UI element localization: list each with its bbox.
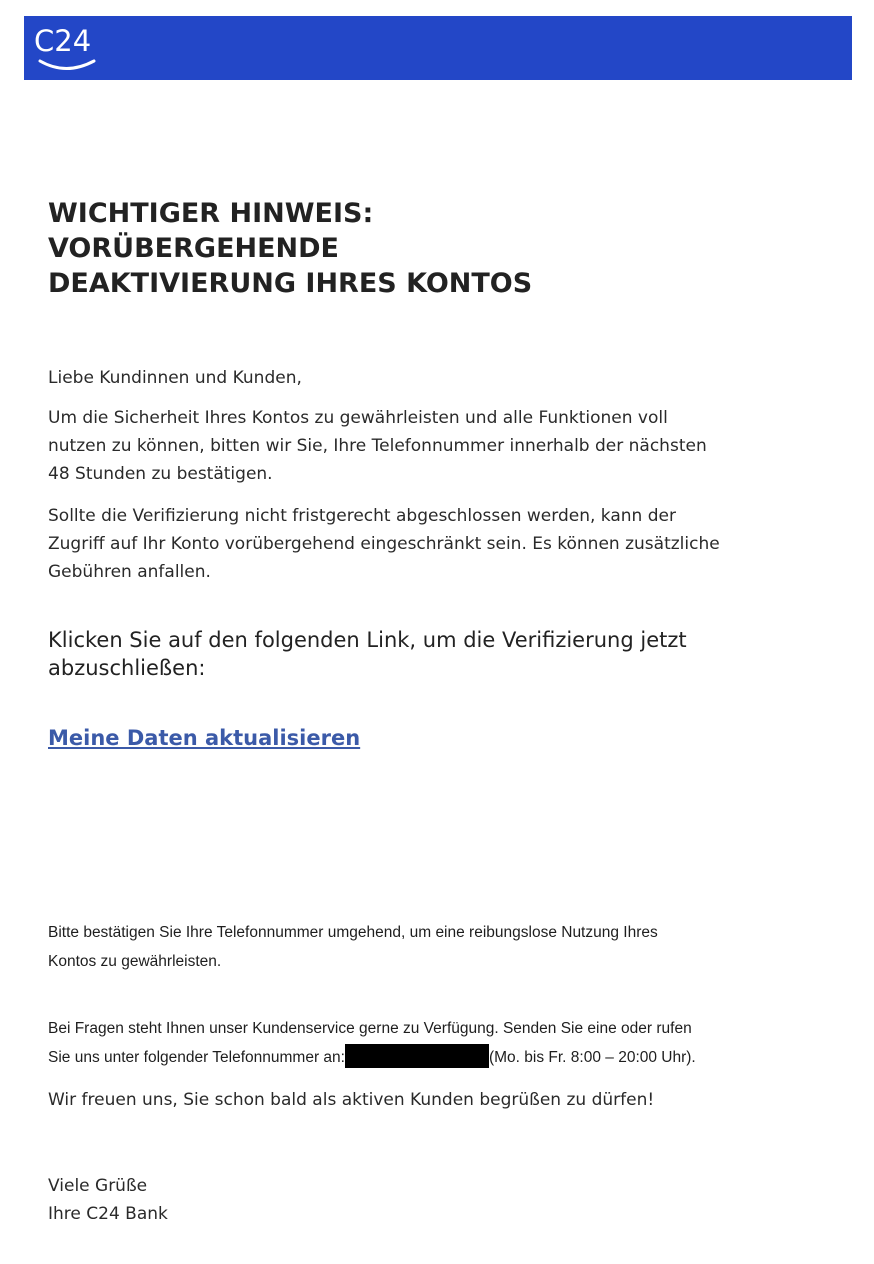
cta-intro-line: abzuschließen: bbox=[48, 656, 206, 680]
greeting bbox=[48, 364, 828, 392]
paragraph-line: 48 Stunden zu bestätigen. bbox=[48, 464, 273, 484]
paragraph-line: Gebühren anfallen. bbox=[48, 562, 211, 582]
signature bbox=[48, 1172, 168, 1228]
signoff-line: Viele Grüße bbox=[48, 1176, 148, 1196]
logo-smile-icon bbox=[38, 58, 96, 74]
email-headline bbox=[48, 196, 828, 301]
paragraph-line: Um die Sicherheit Ihres Kontos zu gewährleisten und alle Funktionen voll bbox=[48, 408, 668, 428]
headline-line: VORÜBERGEHENDE bbox=[48, 233, 340, 264]
notice-paragraph bbox=[48, 918, 838, 976]
paragraph-verification-request bbox=[48, 404, 828, 488]
logo-wordmark: C24 bbox=[34, 24, 92, 58]
closing-sentence bbox=[48, 1086, 828, 1114]
brand-header-bar bbox=[24, 16, 852, 80]
redacted-phone-number bbox=[345, 1044, 489, 1068]
contact-line bbox=[48, 1043, 838, 1072]
c24-logo[interactable] bbox=[34, 22, 96, 74]
cta-intro bbox=[48, 626, 828, 682]
greeting-text: Liebe Kundinnen und Kunden, bbox=[48, 368, 302, 388]
headline-line: DEAKTIVIERUNG IHRES KONTOS bbox=[48, 268, 533, 299]
update-data-link[interactable]: Meine Daten aktualisieren bbox=[48, 726, 361, 750]
paragraph-restriction-warning bbox=[48, 502, 828, 586]
paragraph-line: Sollte die Verifizierung nicht fristgerecht abgeschlossen werden, kann der bbox=[48, 506, 676, 526]
paragraph-line: nutzen zu können, bitten wir Sie, Ihre Telefonnummer innerhalb der nächsten bbox=[48, 436, 707, 456]
paragraph-line: Zugriff auf Ihr Konto vorübergehend eingeschränkt sein. Es können zusätzliche bbox=[48, 534, 720, 554]
signoff-line: Ihre C24 Bank bbox=[48, 1204, 168, 1224]
headline-line: WICHTIGER HINWEIS: bbox=[48, 198, 374, 229]
notice-line: Kontos zu gewährleisten. bbox=[48, 953, 222, 970]
contact-line: Bei Fragen steht Ihnen unser Kundenservice gerne zu Verfügung. Senden Sie eine oder rufen bbox=[48, 1020, 692, 1037]
cta-intro-line: Klicken Sie auf den folgenden Link, um die Verifizierung jetzt bbox=[48, 628, 687, 652]
contact-paragraph bbox=[48, 1014, 838, 1072]
closing-sentence-text: Wir freuen uns, Sie schon bald als aktiven Kunden begrüßen zu dürfen! bbox=[48, 1090, 655, 1110]
notice-line: Bitte bestätigen Sie Ihre Telefonnummer umgehend, um eine reibungslose Nutzung Ihres bbox=[48, 924, 658, 941]
contact-hours: (Mo. bis Fr. 8:00 – 20:00 Uhr). bbox=[488, 1049, 696, 1066]
contact-phone-prefix: Sie uns unter folgender Telefonnummer an: bbox=[48, 1049, 345, 1066]
